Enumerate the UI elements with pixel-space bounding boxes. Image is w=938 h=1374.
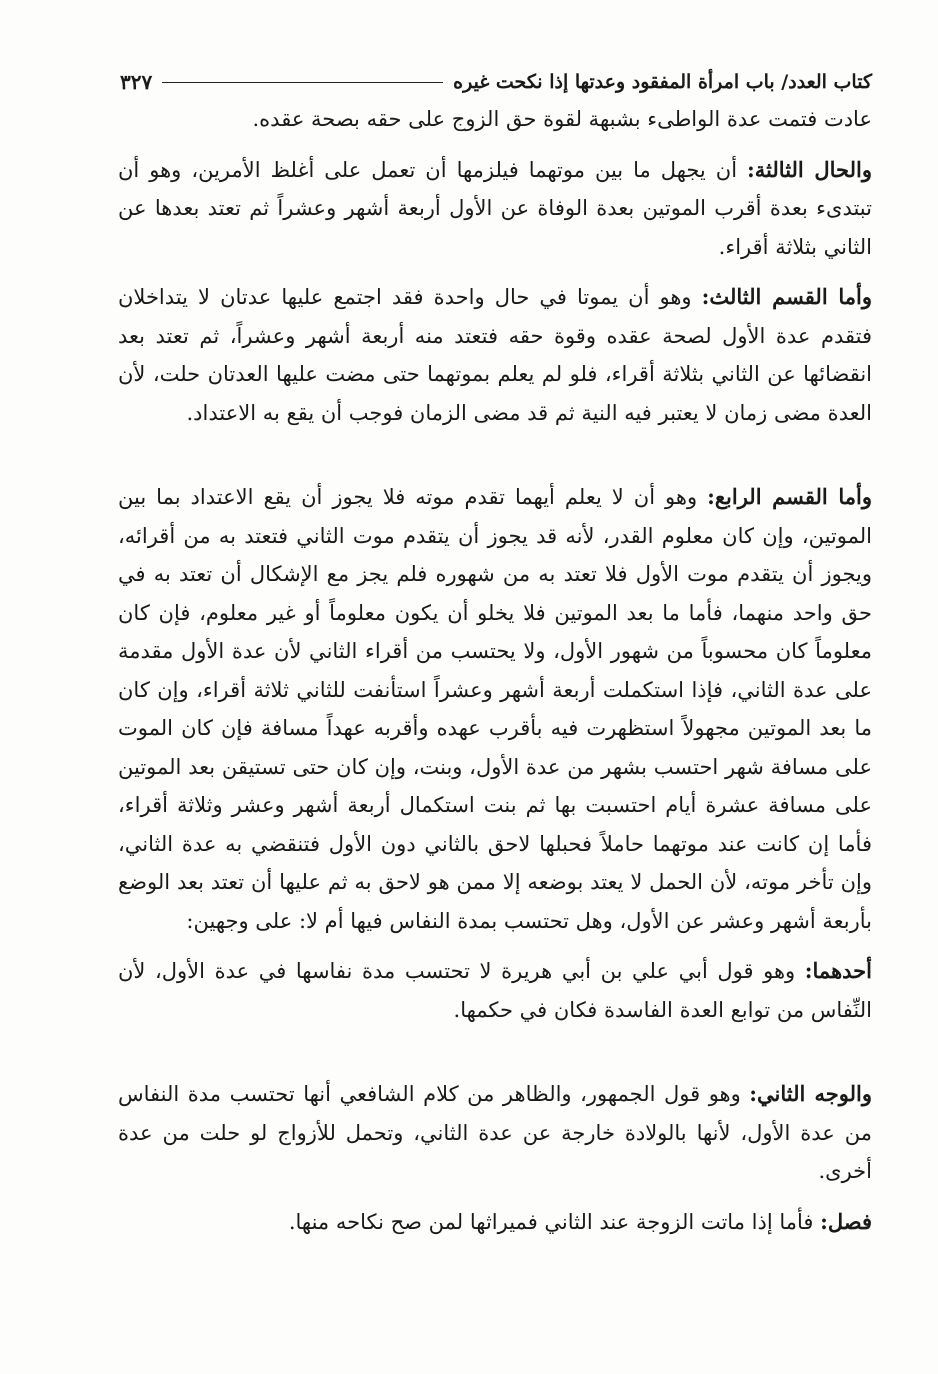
paragraph-text: وهو أن لا يعلم أيهما تقدم موته فلا يجوز أن يقع الاعتداد بما بين الموتين، وإن كان معلوم القدر، لأنه قد يجوز أن يتقدم موت الثاني فتعتد به من أقرائه، ويجوز أن يتقدم موت الأول فلا تعتد به من شهوره فلم يجز مع الإشكال أن تعتد به في حق واحد منهما، فأما ما بعد الموتين فلا يخلو أن يكون معلوماً أو غير معلوم، فإن كان معلوماً كان محسوباً من شهور الأول، ولا يحتسب من أقراء الثاني لأن عدة الأول مقدمة على عدة الثاني، فإذا استكملت أربعة أشهر وعشراً استأنفت للثاني ثلاثة أقراء، وإن كان ما بعد الموتين مجهولاً استظهرت فيه بأقرب عهده وأقربه عهداً مسافة فإن كان الموت على مسافة شهر احتسب بشهر من عدة الأول، وبنت، وإن كان حتى تستيقن بعد الموتين على مسافة عشرة أيام احتسبت بها ثم بنت استكمال أربعة أشهر وعشر وثلاثة أقراء، فأما إن كانت عند موتهما حاملاً فحبلها لاحق بالثاني دون الأول فتنقضي به عدة الثاني، وإن تأخر موته، لأن الحمل لا يعتد بوضعه إلا ممن هو لاحق به ثم عليها أن تعتد بعد الوضع بأربعة أشهر وعشر عن الأول، وهل تحتسب بمدة النفاس فيها أم لا: على وجهين: <box>118 485 872 933</box>
paragraph-text: وهو قول أبي علي بن أبي هريرة لا تحتسب مدة نفاسها في عدة الأول، لأن النِّفاس من توابع العدة الفاسدة فكان في حكمها. <box>118 959 872 1022</box>
paragraph-lead: والحال الثالثة: <box>747 156 872 182</box>
paragraph-third-state <box>118 151 872 267</box>
paragraph-section-note <box>118 1203 872 1242</box>
paragraph-third-section <box>118 278 872 432</box>
running-header <box>120 66 872 98</box>
running-head-title: كتاب العدد/ باب امرأة المفقود وعدتها إذا نكحت غيره <box>453 71 872 93</box>
paragraph-lead: والوجه الثاني: <box>749 1081 872 1106</box>
paragraph-lead: أحدهما: <box>804 958 872 983</box>
paragraph-text: أن يجهل ما بين موتهما فيلزمها أن تعمل على أغلظ الأمرين، وهو أن تبتدىء بعدة أقرب الموتين بعدة الوفاة عن الأول أربعة أشهر وعشراً ثم تعتد بعدها عن الثاني بثلاثة أقراء. <box>118 157 872 259</box>
paragraph-fourth-section <box>118 478 872 940</box>
paragraph-lead: وأما القسم الثالث: <box>701 284 872 309</box>
paragraph-continuation <box>118 100 872 139</box>
paragraph-first-view <box>118 952 872 1029</box>
paragraph-text: وهو أن يموتا في حال واحدة فقد اجتمع عليها عدتان لا يتداخلان فتقدم عدة الأول لصحة عقده وقوة حقه فتعتد منه أربعة أشهر وعشراً، ثم تعتد بعد انقضائها عن الثاني بثلاثة أقراء، فلو لم يعلم بموتهما حتى مضت عليها العدتان حلت، لأن العدة مضى زمان لا يعتبر فيه النية ثم قد مضى الزمان فوجب أن يقع به الاعتداد. <box>118 285 872 425</box>
paragraph-text: فأما إذا ماتت الزوجة عند الثاني فميراثها لمن صح نكاحه منها. <box>288 1209 821 1234</box>
paragraph-second-view <box>118 1075 872 1191</box>
paragraph-lead: وأما القسم الرابع: <box>707 484 872 509</box>
header-rule <box>162 82 443 83</box>
paragraph-text: وهو قول الجمهور، والظاهر من كلام الشافعي أنها تحتسب مدة النفاس من عدة الأول، لأنها بالولادة خارجة عن عدة الثاني، وتحمل للأزواج لو حلت من عدة أخرى. <box>118 1082 872 1183</box>
body-text <box>118 100 872 1241</box>
paragraph-text: عادت فتمت عدة الواطىء بشبهة لقوة حق الزوج على حقه بصحة عقده. <box>252 107 872 131</box>
page-number: ٣٢٧ <box>120 70 153 94</box>
paragraph-lead: فصل: <box>820 1208 872 1234</box>
